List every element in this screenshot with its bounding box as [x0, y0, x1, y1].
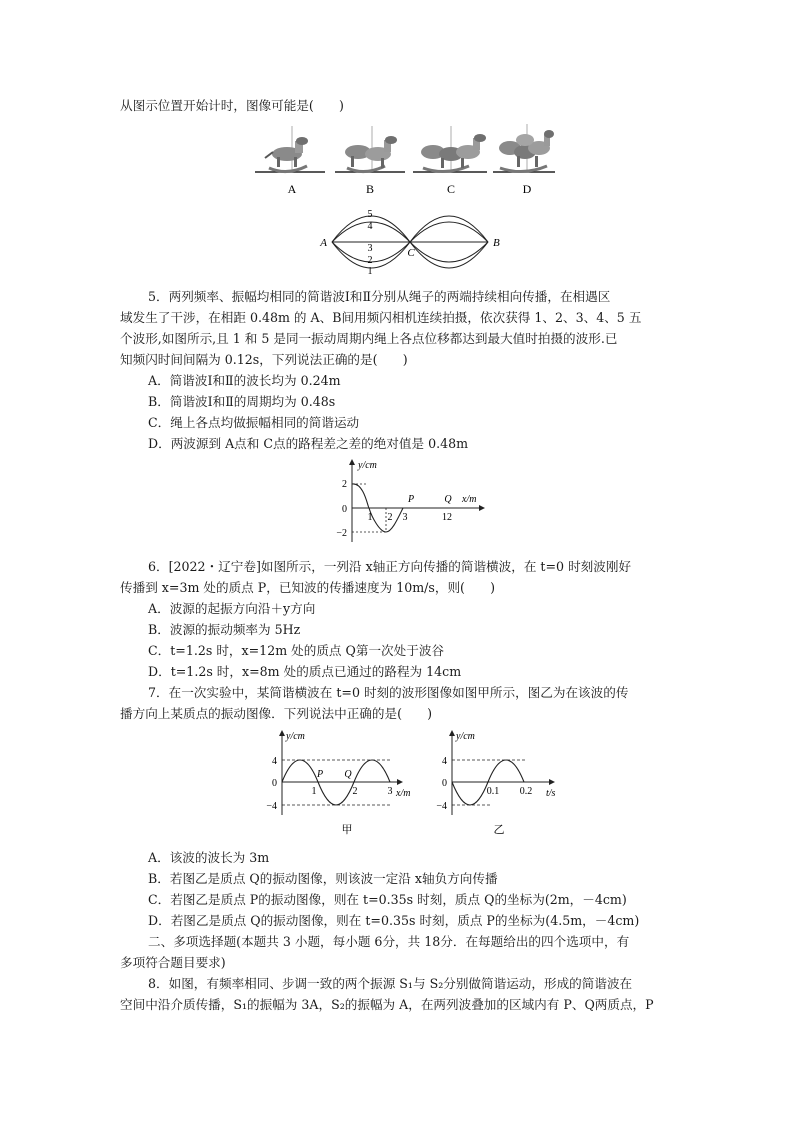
horse-option-d-label: D	[522, 182, 532, 196]
q5-stem-line-3: 个波形,如图所示,且 1 和 5 是同一振动周期内绳上各点位移都达到最大值时拍摄的波形.已	[120, 331, 618, 346]
q6-stem-line-1: 6．[2022・辽宁卷]如图所示，一列沿 x轴正方向传播的简谐横波，在 t=0 时刻波刚好	[148, 559, 632, 574]
jia-x-tick-1: 1	[311, 786, 317, 797]
jia-x-tick-3: 3	[387, 786, 393, 797]
yi-y-tick-minus-4: −4	[436, 801, 447, 812]
q6-y-tick-2: 2	[342, 479, 347, 490]
q5-stem-line-1: 5．两列频率、振幅均相同的简谐波Ⅰ和Ⅱ分别从绳子的两端持续相向传播，在相遇区	[148, 289, 611, 304]
q8-stem-line-2: 空间中沿介质传播，S₁的振幅为 3A，S₂的振幅为 A，在两列波叠加的区域内有 P、Q两质点，P	[120, 997, 654, 1012]
section-2-heading-line-2: 多项符合题目要求)	[120, 955, 226, 970]
q6-point-p-label: P	[407, 494, 415, 505]
jia-x-axis-label: x/m	[396, 788, 411, 799]
jia-y-tick-0: 0	[272, 778, 277, 789]
yi-x-tick-0-1: 0.1	[486, 786, 500, 797]
jia-y-axis-label: y/cm	[286, 731, 305, 742]
jia-y-tick-4: 4	[272, 756, 277, 767]
jia-point-q-label: Q	[344, 769, 352, 780]
yi-y-tick-4: 4	[442, 756, 447, 767]
q6-y-tick-minus-2: −2	[336, 528, 347, 539]
q6-y-tick-0: 0	[342, 504, 347, 515]
q6-x-axis-label: x/m	[462, 494, 477, 505]
waveform-label-4: 4	[367, 221, 373, 232]
q6-y-axis-label: y/cm	[358, 460, 377, 471]
yi-caption: 乙	[493, 824, 505, 836]
horse-image-b	[335, 126, 405, 172]
yi-y-axis-label: y/cm	[456, 731, 475, 742]
q7-option-c: C．若图乙是质点 P的振动图像，则在 t=0.35s 时刻，质点 Q的坐标为(2m，－4cm)	[148, 892, 627, 907]
horse-option-a-label: A	[287, 182, 297, 196]
rocking-horse-figure	[255, 122, 555, 202]
q5-option-b: B．简谐波Ⅰ和Ⅱ的周期均为 0.48s	[148, 394, 336, 409]
q6-x-tick-3: 3	[402, 512, 408, 523]
horse-image-c	[413, 126, 487, 172]
standing-wave-figure	[318, 204, 508, 280]
yi-x-axis-label: t/s	[546, 788, 556, 799]
q5-option-c: C．绳上各点均做振幅相同的简谐运动	[148, 415, 360, 430]
waveform-label-1: 1	[367, 266, 373, 277]
jia-y-tick-minus-4: −4	[266, 801, 277, 812]
point-a-label: A	[320, 237, 327, 249]
q6-option-b: B．波源的振动频率为 5Hz	[148, 622, 301, 637]
jia-x-tick-2: 2	[352, 786, 358, 797]
q5-stem-line-4: 知频闪时间间隔为 0.12s，下列说法正确的是( )	[120, 352, 408, 367]
yi-x-tick-0-2: 0.2	[519, 786, 533, 797]
point-b-label: B	[493, 237, 500, 249]
yi-y-tick-0: 0	[442, 778, 447, 789]
waveform-label-3: 3	[367, 243, 373, 254]
q7-stem-line-2: 播方向上某质点的振动图像．下列说法中正确的是( )	[120, 706, 433, 721]
q6-stem-line-2: 传播到 x=3m 处的质点 P，已知波的传播速度为 10m/s，则( )	[120, 580, 496, 595]
q6-option-c: C．t=1.2s 时，x=12m 处的质点 Q第一次处于波谷	[148, 643, 445, 658]
q5-option-d: D．两波源到 A点和 C点的路程差之差的绝对值是 0.48m	[148, 436, 469, 451]
waveform-label-5: 5	[367, 209, 373, 220]
q7-graph-jia	[262, 727, 422, 839]
jia-caption: 甲	[341, 824, 353, 836]
q7-option-a: A．该波的波长为 3m	[148, 850, 270, 865]
horse-image-a	[255, 126, 325, 172]
q6-x-tick-12: 12	[442, 512, 452, 523]
waveform-label-2: 2	[367, 255, 373, 266]
section-2-heading-line-1: 二、多项选择题(本题共 3 小题，每小题 6分，共 18分．在每题给出的四个选项中，有	[148, 934, 630, 949]
q7-stem-line-1: 7．在一次实验中，某简谐横波在 t=0 时刻的波形图像如图甲所示，图乙为在该波的传	[148, 685, 629, 700]
jia-point-p-label: P	[316, 769, 324, 780]
q5-option-a: A．简谐波Ⅰ和Ⅱ的波长均为 0.24m	[148, 373, 341, 388]
point-c-label: C	[407, 247, 415, 259]
q7-option-d: D．若图乙是质点 Q的振动图像，则在 t=0.35s 时刻，质点 P的坐标为(4.5m，－4cm)	[148, 913, 640, 928]
q6-x-tick-2: 2	[387, 512, 393, 523]
q6-option-a: A．波源的起振方向沿＋y方向	[148, 601, 316, 616]
q8-stem-line-1: 8．如图，有频率相同、步调一致的两个振源 S₁与 S₂分别做简谐运动，形成的简谐波在	[148, 976, 633, 991]
q6-x-tick-1: 1	[367, 512, 373, 523]
q6-point-q-label: Q	[444, 494, 452, 505]
q6-wave-graph	[336, 456, 496, 544]
horse-image-d	[493, 124, 555, 172]
horse-option-c-label: C	[446, 182, 456, 196]
q7-option-b: B．若图乙是质点 Q的振动图像，则该波一定沿 x轴负方向传播	[148, 871, 498, 886]
q5-stem-line-2: 域发生了干涉，在相距 0.48m 的 A、B间用频闪相机连续拍摄，依次获得 1、2、3、4、5 五	[120, 310, 642, 325]
horse-option-b-label: B	[365, 182, 375, 196]
q7-graph-yi	[432, 727, 572, 839]
q6-option-d: D．t=1.2s 时，x=8m 处的质点已通过的路程为 14cm	[148, 664, 462, 679]
question-intro-line: 从图示位置开始计时，图像可能是( )	[120, 98, 344, 113]
